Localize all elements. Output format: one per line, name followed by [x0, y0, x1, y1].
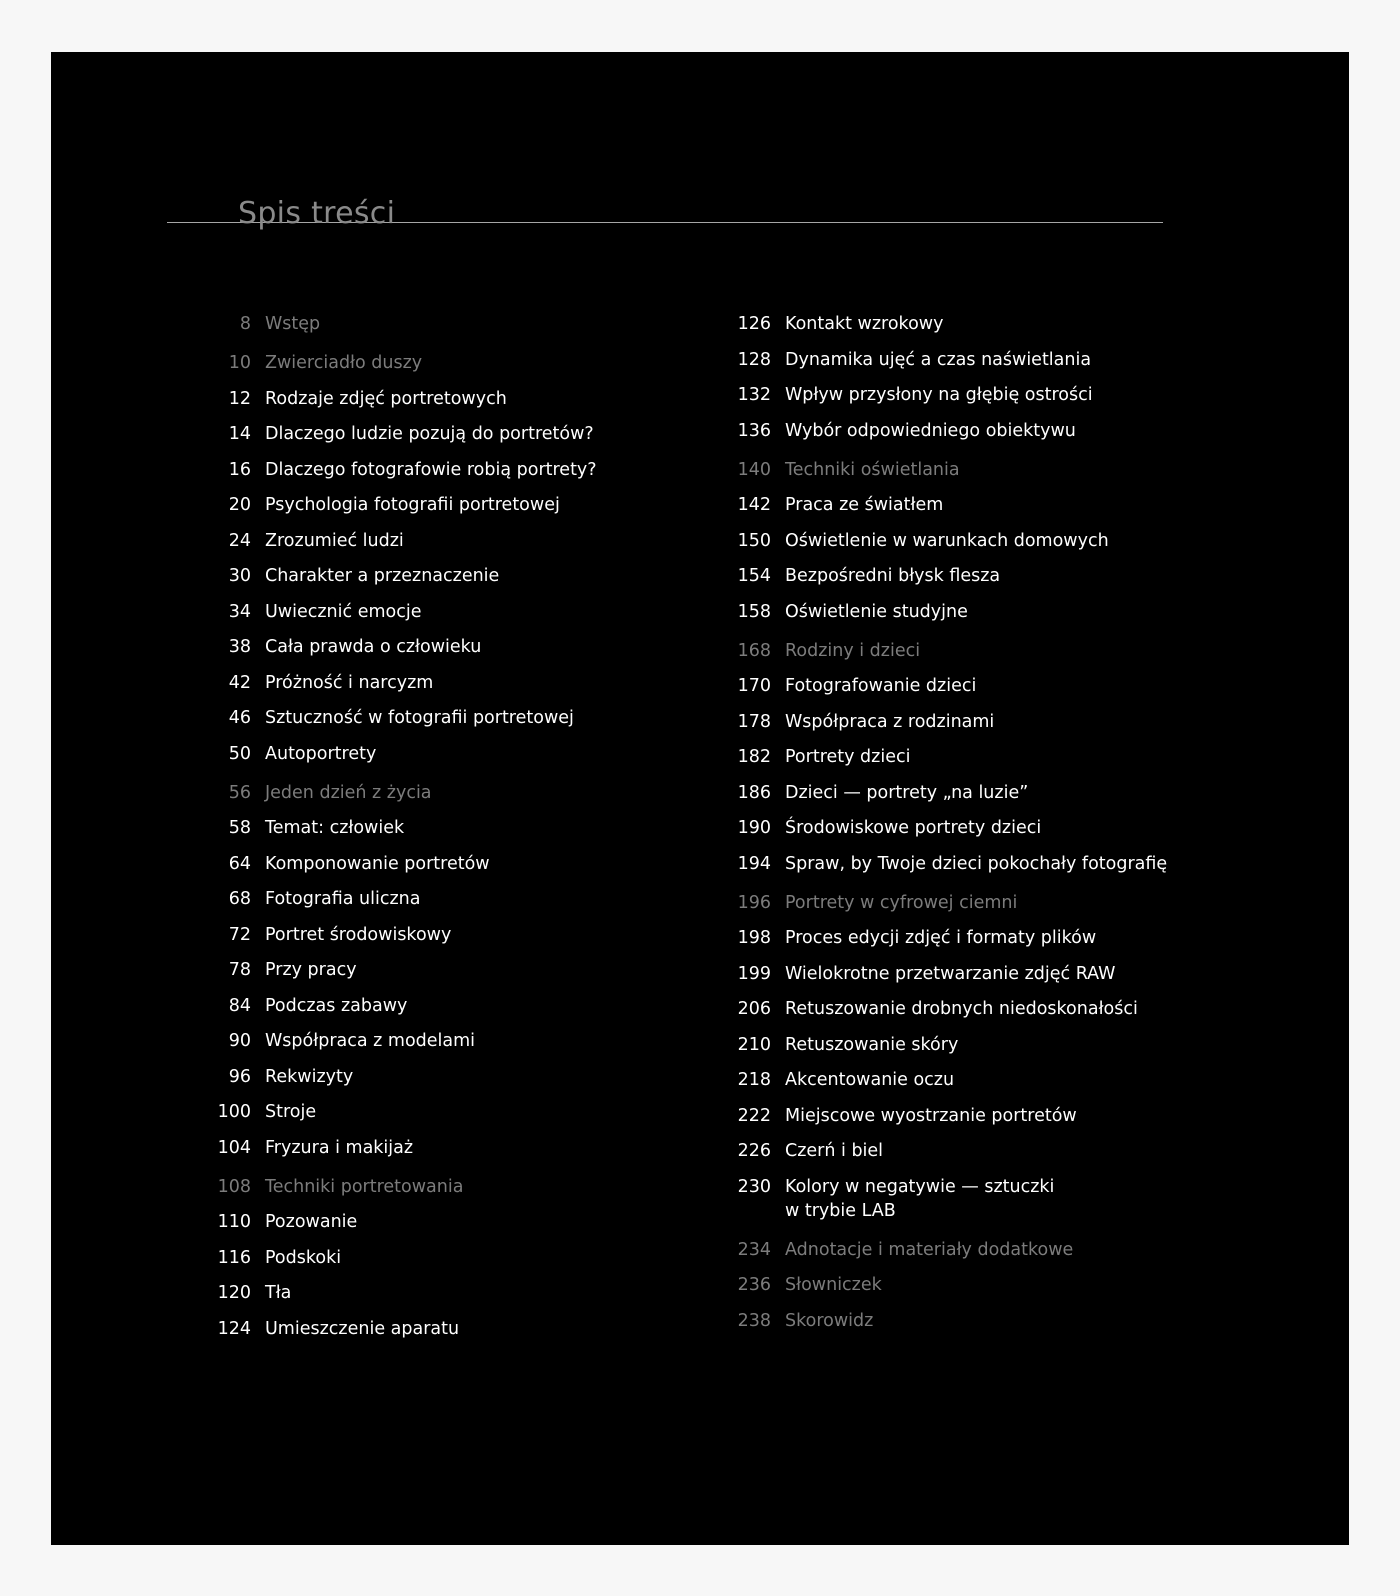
- toc-entry: [203, 1136, 673, 1160]
- toc-entry-label: Czerń i biel: [785, 1141, 884, 1161]
- toc-entry: [723, 312, 1243, 336]
- toc-page-number: 108: [217, 1176, 251, 1197]
- toc-page-number: 168: [737, 640, 771, 661]
- toc-entry-label: Słowniczek: [785, 1275, 882, 1295]
- toc-entry: [723, 674, 1243, 698]
- toc-page-number: 42: [228, 672, 251, 693]
- toc-page-number: 14: [228, 424, 251, 444]
- toc-section-entry: [723, 891, 1243, 915]
- toc-page-number: 186: [737, 782, 771, 803]
- toc-entry: [203, 706, 673, 730]
- toc-entry-label: Uwiecznić emocje: [265, 601, 422, 622]
- toc-entry: [203, 958, 673, 982]
- toc-page-number: 120: [217, 1283, 251, 1303]
- toc-entry-label: Autoportrety: [265, 743, 377, 764]
- toc-entry-label: Bezpośredni błysk flesza: [785, 566, 1001, 586]
- toc-page-number: 64: [228, 853, 251, 874]
- toc-entry: [723, 600, 1243, 624]
- toc-entry-label: Miejscowe wyostrzanie portretów: [785, 1105, 1077, 1126]
- toc-entry: [203, 387, 673, 411]
- toc-page-number: 170: [737, 676, 771, 696]
- toc-entry-label: Wstęp: [265, 314, 321, 334]
- toc-entry-label: Przy pracy: [265, 960, 357, 980]
- toc-page-number: 110: [217, 1212, 251, 1232]
- toc-entry-label: Praca ze światłem: [785, 495, 944, 515]
- toc-entry-label: Dlaczego ludzie pozują do portretów?: [265, 424, 594, 444]
- toc-section-entry: [723, 1273, 1243, 1297]
- toc-entry: [203, 1317, 673, 1341]
- toc-entry: [723, 852, 1243, 876]
- toc-entry: [203, 458, 673, 482]
- toc-entry: [203, 600, 673, 624]
- toc-entry: [203, 493, 673, 517]
- toc-page-number: 238: [737, 1310, 771, 1331]
- toc-page-number: 154: [737, 566, 771, 586]
- toc-entry: [723, 419, 1243, 443]
- toc-entry-label: Sztuczność w fotografii portretowej: [265, 708, 574, 728]
- toc-section-entry: [723, 1238, 1243, 1262]
- toc-entry: [723, 1033, 1243, 1057]
- toc-page-number: 30: [228, 566, 251, 586]
- toc-entry-label: Akcentowanie oczu: [785, 1070, 955, 1090]
- toc-entry: [203, 994, 673, 1018]
- toc-entry: [723, 710, 1243, 734]
- toc-page-number: 50: [228, 743, 251, 764]
- toc-entry-label: Charakter a przeznaczenie: [265, 566, 500, 586]
- toc-page-number: 126: [737, 314, 771, 334]
- toc-page-number: 178: [737, 711, 771, 732]
- toc-entry-label: Kontakt wzrokowy: [785, 314, 944, 334]
- toc-page-number: 234: [737, 1239, 771, 1260]
- toc-page-number: 10: [228, 353, 251, 373]
- toc-page-number: 56: [228, 782, 251, 803]
- toc-section-entry: [203, 1175, 673, 1199]
- toc-page-number: 58: [228, 818, 251, 838]
- toc-entry-label: Portrety w cyfrowej ciemni: [785, 892, 1018, 913]
- toc-entry-label: Retuszowanie skóry: [785, 1034, 959, 1055]
- toc-entry-label: Wpływ przysłony na głębię ostrości: [785, 385, 1093, 405]
- toc-entry: [203, 1210, 673, 1234]
- toc-entry-label: Spraw, by Twoje dzieci pokochały fotografię: [785, 853, 1168, 874]
- toc-entry: [203, 564, 673, 588]
- toc-page-number: 68: [228, 889, 251, 909]
- toc-entry-label: Psychologia fotografii portretowej: [265, 495, 560, 515]
- toc-page-number: 84: [228, 995, 251, 1016]
- toc-entry-label: Rekwizyty: [265, 1066, 354, 1087]
- toc-page-number: 128: [737, 349, 771, 370]
- toc-entry: [723, 383, 1243, 407]
- toc-entry: [203, 1246, 673, 1270]
- toc-section-entry: [203, 351, 673, 375]
- toc-entry-label: Portret środowiskowy: [265, 924, 452, 945]
- toc-page-number: 38: [228, 637, 251, 657]
- toc-entry-label: Oświetlenie w warunkach domowych: [785, 530, 1109, 551]
- toc-entry-label: Dlaczego fotografowie robią portrety?: [265, 459, 597, 480]
- toc-section-entry: [723, 639, 1243, 663]
- toc-page-number: 226: [737, 1141, 771, 1161]
- toc-section-entry: [723, 1309, 1243, 1333]
- toc-entry: [723, 816, 1243, 840]
- toc-page-number: 218: [737, 1070, 771, 1090]
- toc-entry-label: Portrety dzieci: [785, 747, 911, 767]
- toc-page-number: 142: [737, 495, 771, 515]
- toc-left-column: [203, 312, 673, 1352]
- toc-page-number: 116: [217, 1247, 251, 1268]
- toc-page-number: 100: [217, 1102, 251, 1122]
- toc-page-number: 206: [737, 999, 771, 1019]
- toc-entry: [723, 997, 1243, 1021]
- toc-entry-label: Dynamika ujęć a czas naświetlania: [785, 349, 1092, 370]
- toc-entry-label: Retuszowanie drobnych niedoskonałości: [785, 999, 1138, 1019]
- toc-entry-label: Umieszczenie aparatu: [265, 1318, 460, 1339]
- toc-page-number: 140: [737, 459, 771, 480]
- toc-entry: [723, 529, 1243, 553]
- toc-page-number: 72: [228, 924, 251, 945]
- toc-page-number: 96: [228, 1066, 251, 1087]
- toc-entry-label: Komponowanie portretów: [265, 853, 490, 874]
- toc-entry: [203, 816, 673, 840]
- toc-entry-label: Temat: człowiek: [265, 818, 405, 838]
- toc-entry-label: Dzieci — portrety „na luzie”: [785, 782, 1029, 803]
- toc-entry: [203, 852, 673, 876]
- toc-entry-label: Jeden dzień z życia: [265, 782, 432, 803]
- toc-page-number: 90: [228, 1031, 251, 1051]
- toc-entry: [203, 529, 673, 553]
- toc-page-number: 194: [737, 853, 771, 874]
- toc-entry-label: Współpraca z rodzinami: [785, 711, 995, 732]
- toc-entry: [203, 923, 673, 947]
- toc-right-column: [723, 312, 1243, 1344]
- toc-page-number: 78: [228, 960, 251, 980]
- toc-section-entry: [203, 312, 673, 336]
- toc-entry-label: Oświetlenie studyjne: [785, 601, 968, 622]
- toc-entry-label: Skorowidz: [785, 1310, 874, 1331]
- toc-entry: [203, 742, 673, 766]
- toc-page-number: 199: [737, 963, 771, 984]
- toc-entry-label: Współpraca z modelami: [265, 1031, 476, 1051]
- toc-entry: [203, 635, 673, 659]
- toc-entry-label: Wybór odpowiedniego obiektywu: [785, 420, 1076, 441]
- toc-entry-label: Środowiskowe portrety dzieci: [785, 818, 1042, 838]
- toc-entry: [723, 781, 1243, 805]
- toc-entry-label: Adnotacje i materiały dodatkowe: [785, 1239, 1074, 1260]
- toc-entry: [203, 1100, 673, 1124]
- toc-page-number: 198: [737, 928, 771, 948]
- toc-section-entry: [723, 458, 1243, 482]
- toc-entry: [203, 422, 673, 446]
- toc-page-number: 20: [228, 495, 251, 515]
- toc-page: [51, 52, 1349, 1545]
- toc-entry-label: Zwierciadło duszy: [265, 353, 423, 373]
- toc-page-number: 136: [737, 420, 771, 441]
- toc-entry-label: Podczas zabawy: [265, 995, 408, 1016]
- toc-entry-label: Rodziny i dzieci: [785, 640, 921, 661]
- toc-section-entry: [203, 781, 673, 805]
- toc-entry: [203, 1065, 673, 1089]
- toc-page-number: 230: [737, 1176, 771, 1197]
- toc-page-number: 222: [737, 1105, 771, 1126]
- toc-entry: [723, 745, 1243, 769]
- toc-page-number: 132: [737, 385, 771, 405]
- toc-entry-label: Fryzura i makijaż: [265, 1137, 414, 1158]
- toc-entry-label: Cała prawda o człowieku: [265, 637, 482, 657]
- toc-entry-label: Kolory w negatywie — sztuczki w trybie LAB: [785, 1176, 1055, 1221]
- toc-page-number: 210: [737, 1034, 771, 1055]
- toc-entry: [723, 1175, 1243, 1223]
- toc-entry-label: Fotografia uliczna: [265, 889, 421, 909]
- toc-entry-label: Stroje: [265, 1102, 317, 1122]
- toc-page-number: 24: [228, 530, 251, 551]
- toc-entry-label: Rodzaje zdjęć portretowych: [265, 388, 507, 409]
- toc-page-number: 16: [228, 459, 251, 480]
- toc-entry-label: Zrozumieć ludzi: [265, 530, 404, 551]
- toc-entry-label: Wielokrotne przetwarzanie zdjęć RAW: [785, 963, 1116, 984]
- toc-entry-label: Techniki oświetlania: [785, 459, 960, 480]
- toc-entry: [723, 1104, 1243, 1128]
- toc-entry: [723, 962, 1243, 986]
- toc-entry-label: Pozowanie: [265, 1212, 358, 1232]
- toc-entry-label: Proces edycji zdjęć i formaty plików: [785, 928, 1097, 948]
- toc-entry: [723, 348, 1243, 372]
- toc-entry-label: Tła: [265, 1283, 292, 1303]
- toc-page-number: 196: [737, 892, 771, 913]
- toc-entry: [723, 564, 1243, 588]
- toc-entry: [203, 1029, 673, 1053]
- toc-entry: [203, 671, 673, 695]
- toc-entry-label: Fotografowanie dzieci: [785, 676, 977, 696]
- toc-page-number: 182: [737, 747, 771, 767]
- toc-entry-label: Próżność i narcyzm: [265, 672, 434, 693]
- toc-entry: [203, 887, 673, 911]
- toc-page-number: 236: [737, 1275, 771, 1295]
- toc-entry: [723, 493, 1243, 517]
- toc-page-number: 46: [228, 708, 251, 728]
- toc-entry: [723, 1068, 1243, 1092]
- toc-entry: [203, 1281, 673, 1305]
- toc-page-number: 190: [737, 818, 771, 838]
- toc-entry: [723, 1139, 1243, 1163]
- toc-page-number: 104: [217, 1137, 251, 1158]
- toc-entry-label: Techniki portretowania: [265, 1176, 464, 1197]
- toc-page-number: 12: [228, 388, 251, 409]
- page-title: Spis treści: [238, 196, 396, 231]
- toc-page-number: 8: [239, 314, 251, 334]
- toc-page-number: 158: [737, 601, 771, 622]
- toc-entry-label: Podskoki: [265, 1247, 342, 1268]
- toc-page-number: 124: [217, 1318, 251, 1339]
- toc-page-number: 150: [737, 530, 771, 551]
- toc-page-number: 34: [228, 601, 251, 622]
- toc-entry: [723, 926, 1243, 950]
